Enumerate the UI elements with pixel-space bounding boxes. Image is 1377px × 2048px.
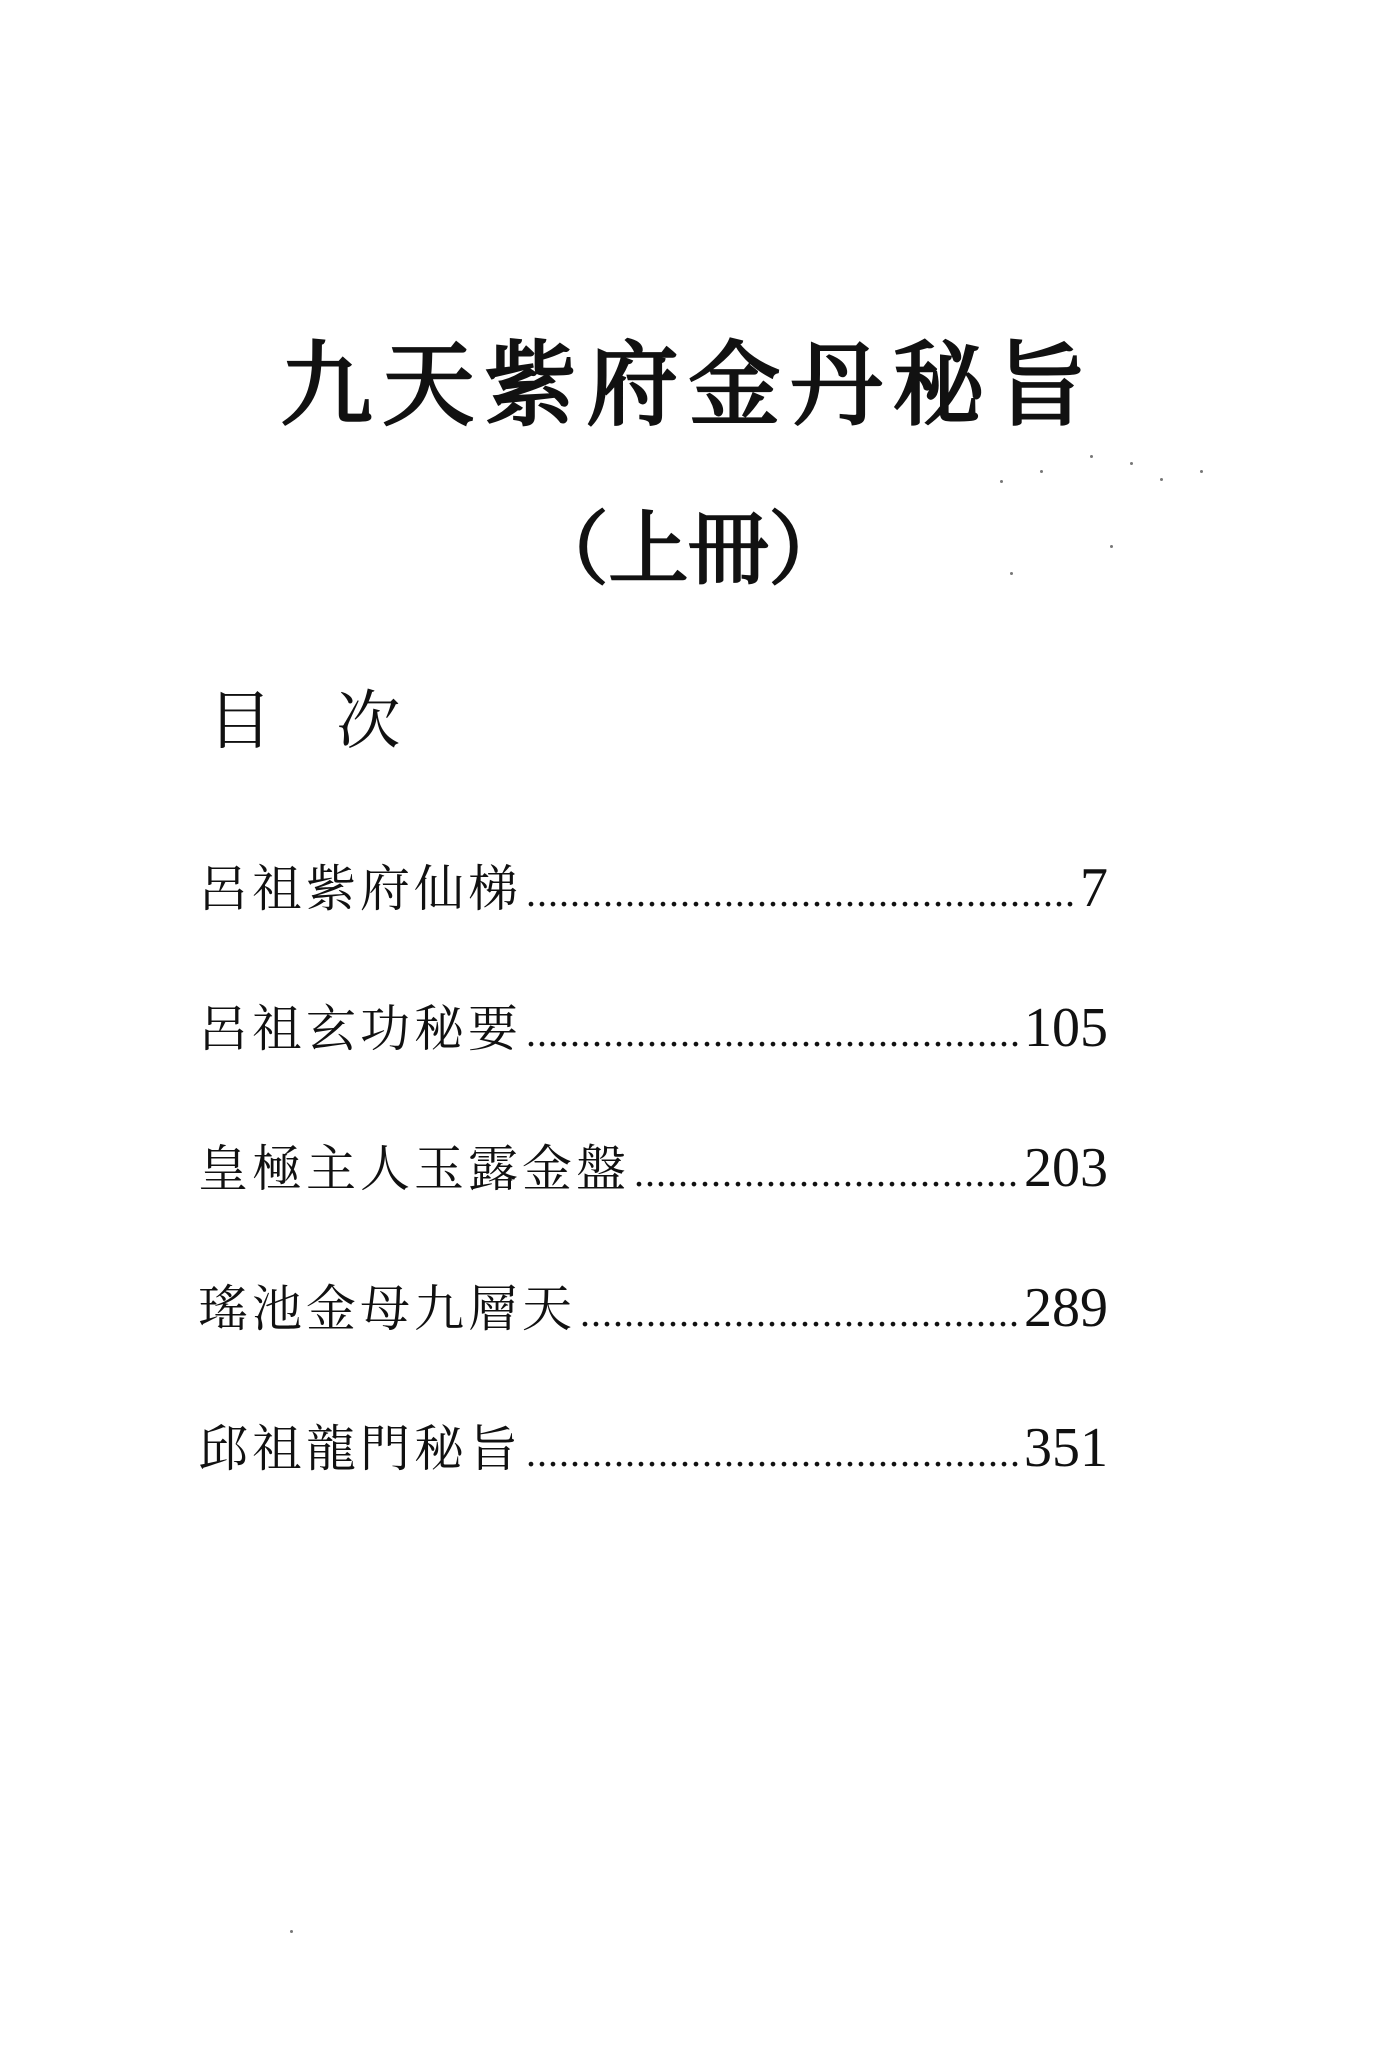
scan-speck bbox=[290, 1930, 293, 1933]
dot-leader bbox=[526, 1013, 1020, 1053]
toc-entry bbox=[198, 1417, 1108, 1560]
toc-entry bbox=[198, 1137, 1108, 1280]
toc-entry-title: 瑤池金母九層天 bbox=[198, 1280, 576, 1338]
dot-leader bbox=[526, 1433, 1020, 1473]
volume-label: （上冊） bbox=[528, 503, 849, 596]
toc-entry-page: 105 bbox=[1024, 997, 1108, 1059]
toc-entry-title: 呂祖紫府仙梯 bbox=[198, 860, 522, 918]
toc-entry bbox=[198, 857, 1108, 1000]
toc-entry bbox=[198, 1277, 1108, 1420]
toc-entry-page: 7 bbox=[1080, 857, 1108, 919]
scan-speck bbox=[1200, 470, 1203, 473]
dot-leader bbox=[634, 1153, 1020, 1193]
dot-leader bbox=[580, 1293, 1020, 1333]
toc-entry-page: 351 bbox=[1024, 1417, 1108, 1479]
toc-heading: 目 次 bbox=[208, 685, 423, 759]
scan-speck bbox=[1010, 572, 1013, 575]
toc-entry-title: 邱祖龍門秘旨 bbox=[198, 1420, 522, 1478]
scan-speck bbox=[1090, 455, 1093, 458]
table-of-contents bbox=[198, 857, 1108, 1560]
book-title: 九天紫府金丹秘旨 bbox=[280, 332, 1097, 439]
toc-entry-page: 203 bbox=[1024, 1137, 1108, 1199]
scan-speck bbox=[1160, 478, 1163, 481]
toc-entry-title: 皇極主人玉露金盤 bbox=[198, 1140, 630, 1198]
dot-leader bbox=[526, 873, 1076, 913]
scan-speck bbox=[1130, 462, 1133, 465]
scan-speck bbox=[1000, 480, 1003, 483]
toc-entry-page: 289 bbox=[1024, 1277, 1108, 1339]
toc-entry-title: 呂祖玄功秘要 bbox=[198, 1000, 522, 1058]
scan-speck bbox=[1040, 470, 1043, 473]
toc-entry bbox=[198, 997, 1108, 1140]
scan-speck bbox=[1110, 545, 1113, 548]
